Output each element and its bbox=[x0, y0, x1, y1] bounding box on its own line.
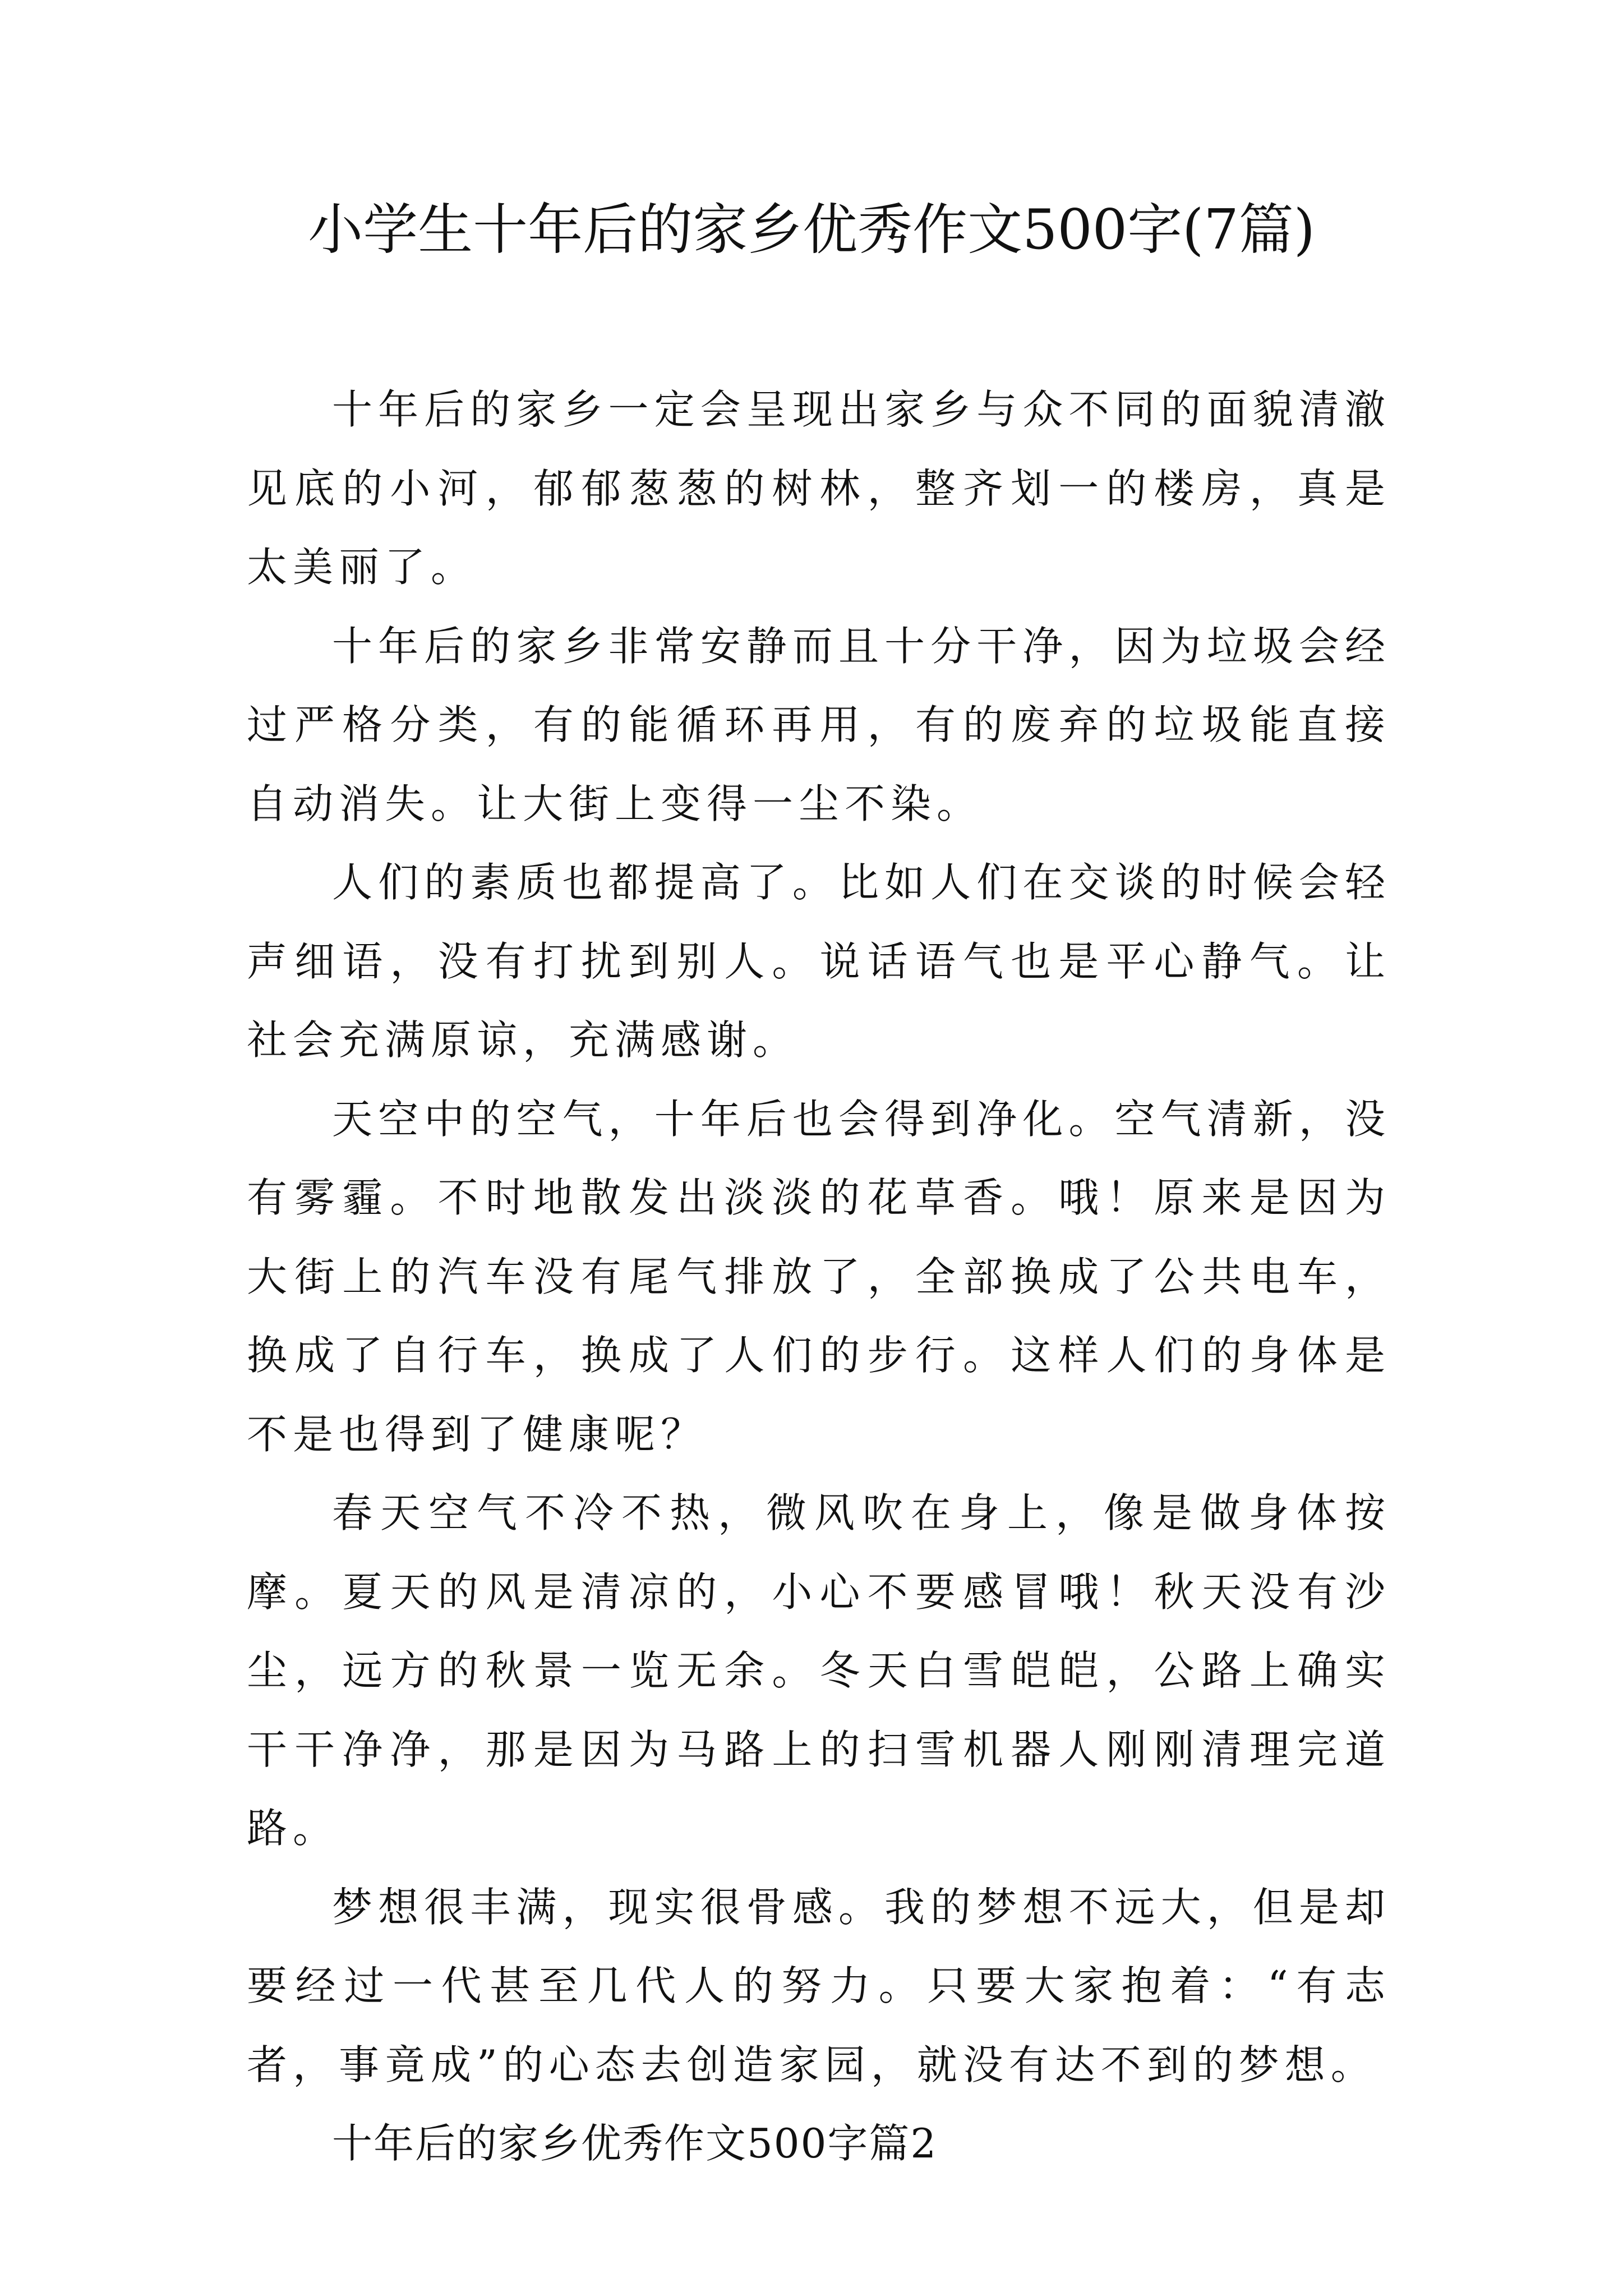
paragraph: 十年后的家乡非常安静而且十分干净，因为垃圾会经过严格分类，有的能循环再用，有的废弃的垃圾能直接自动消失。让大街上变得一尘不染。 bbox=[247, 622, 1391, 827]
paragraph: 十年后的家乡一定会呈现出家乡与众不同的面貌清澈见底的小河，郁郁葱葱的树林，整齐划一的楼房，真是太美丽了。 bbox=[247, 386, 1391, 591]
paragraph: 天空中的空气，十年后也会得到净化。空气清新，没有雾霾。不时地散发出淡淡的花草香。哦！原来是因为大街上的汽车没有尾气排放了，全部换成了公共电车，换成了自行车，换成了人们的步行。这样人们的身体是不是也得到了健康呢？ bbox=[247, 1095, 1391, 1458]
paragraph: 人们的素质也都提高了。比如人们在交谈的时候会轻声细语，没有打扰到别人。说话语气也是平心静气。让社会充满原谅，充满感谢。 bbox=[247, 859, 1391, 1064]
document-title: 小学生十年后的家乡优秀作文500字(7篇) bbox=[308, 198, 1315, 262]
document-body bbox=[247, 370, 1391, 2183]
paragraph: 梦想很丰满，现实很骨感。我的梦想不远大，但是却要经过一代甚至几代人的努力。只要大家抱着：“有志者，事竟成”的心态去创造家园，就没有达不到的梦想。 bbox=[247, 1883, 1391, 2088]
section-heading: 十年后的家乡优秀作文500字篇2 bbox=[332, 2120, 938, 2167]
paragraph: 春天空气不冷不热，微风吹在身上，像是做身体按摩。夏天的风是清凉的，小心不要感冒哦！秋天没有沙尘，远方的秋景一览无余。冬天白雪皑皑，公路上确实干干净净，那是因为马路上的扫雪机器人刚刚清理完道路。 bbox=[247, 1489, 1391, 1852]
